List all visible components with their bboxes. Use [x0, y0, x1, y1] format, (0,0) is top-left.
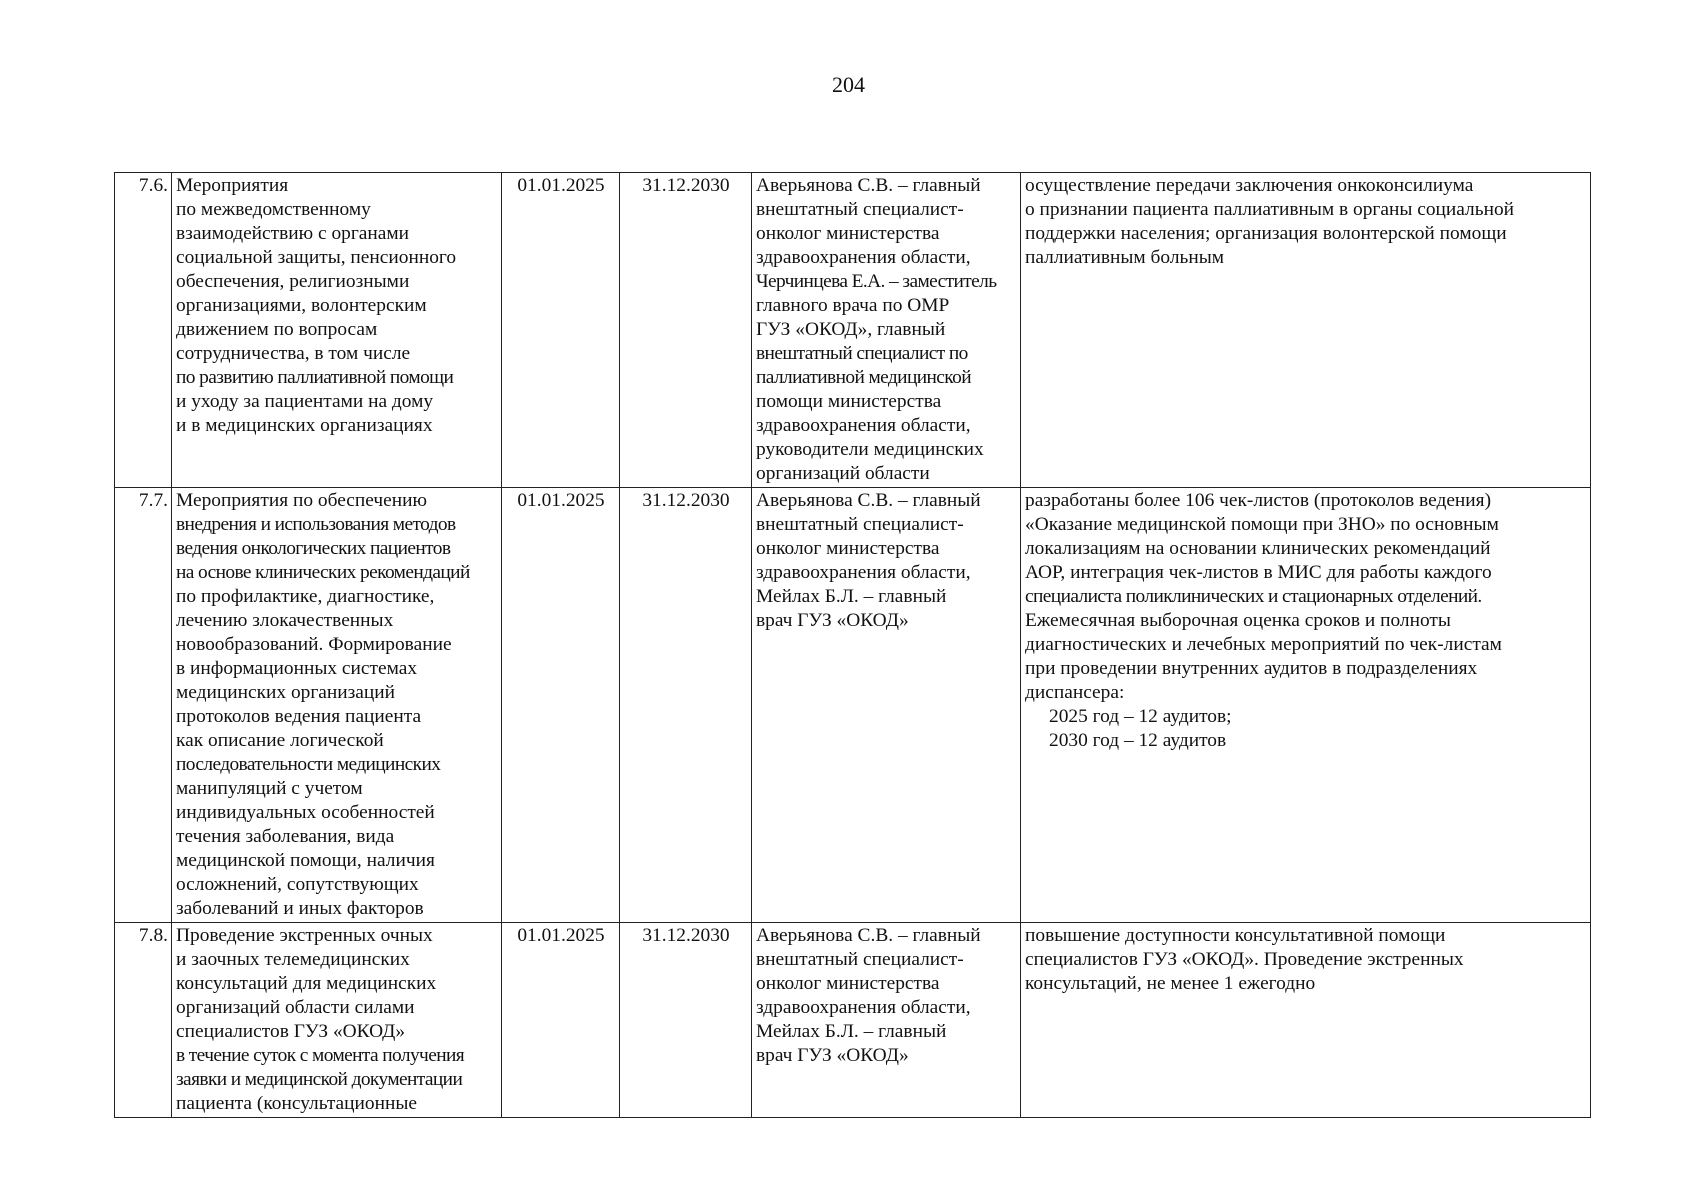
text-line: диагностических и лечебных мероприятий по чек-листам: [1025, 634, 1502, 655]
text-line: Черчинцева Е.А. – заместитель: [756, 271, 997, 292]
text-line: в течение суток с момента получения: [176, 1045, 465, 1066]
start-date: 01.01.2025: [502, 488, 620, 923]
audit-list-item: 2025 год – 12 аудитов;: [1049, 706, 1232, 727]
page-number: 204: [832, 72, 865, 97]
text-line: онколог министерства: [756, 973, 940, 994]
text-line: и заочных телемедицинских: [176, 949, 410, 970]
text-line: по развитию паллиативной помощи: [176, 367, 454, 388]
text-line: Мейлах Б.Л. – главный: [756, 586, 947, 607]
text-line: обеспечения, религиозными: [176, 271, 410, 292]
text-line: здравоохранения области,: [756, 247, 971, 268]
text-line: здравоохранения области,: [756, 562, 971, 583]
text-line: манипуляций с учетом: [176, 778, 363, 799]
text-line: внештатный специалист-: [756, 514, 964, 535]
start-date: 01.01.2025: [502, 923, 620, 1118]
text-line: и уходу за пациентами на дому: [176, 391, 434, 412]
text-line: лечению злокачественных: [176, 610, 394, 631]
text-line: ведения онкологических пациентов: [176, 538, 451, 559]
text-line: повышение доступности консультативной помощи: [1025, 925, 1446, 946]
text-line: осложнений, сопутствующих: [176, 874, 419, 895]
text-line: поддержки населения; организация волонтерской помощи: [1025, 223, 1507, 244]
text-line: индивидуальных особенностей: [176, 802, 435, 823]
text-line: главного врача по ОМР: [756, 295, 950, 316]
text-line: внештатный специалист по: [756, 343, 968, 364]
activity-cell: [172, 488, 502, 923]
row-number: 7.8.: [115, 923, 172, 1118]
end-date: 31.12.2030: [620, 173, 752, 488]
text-line: медицинских организаций: [176, 682, 396, 703]
responsible-cell: [752, 923, 1021, 1118]
text-line: в информационных системах: [176, 658, 418, 679]
text-line: руководители медицинских: [756, 439, 984, 460]
result-cell: [1021, 923, 1591, 1118]
text-line: новообразований. Формирование: [176, 634, 452, 655]
start-date: 01.01.2025: [502, 173, 620, 488]
text-line: социальной защиты, пенсионного: [176, 247, 457, 268]
text-line: консультаций для медицинских: [176, 973, 437, 994]
text-line: локализациям на основании клинических рекомендаций: [1025, 538, 1491, 559]
text-line: помощи министерства: [756, 391, 942, 412]
text-line: при проведении внутренних аудитов в подразделениях: [1025, 658, 1478, 679]
text-line: протоколов ведения пациента: [176, 706, 422, 727]
row-number: 7.7.: [115, 488, 172, 923]
text-line: сотрудничества, в том числе: [176, 343, 411, 364]
activity-cell: [172, 923, 502, 1118]
text-line: паллиативным больным: [1025, 247, 1225, 268]
text-line: пациента (консультационные: [176, 1093, 417, 1114]
text-line: по межведомственному: [176, 199, 371, 220]
text-line: ГУЗ «ОКОД», главный: [756, 319, 946, 340]
text-line: специалиста поликлинических и стационарных отделений.: [1025, 586, 1482, 607]
text-line: последовательности медицинских: [176, 754, 441, 775]
text-line: разработаны более 106 чек-листов (протоколов ведения): [1025, 490, 1492, 511]
text-line: врач ГУЗ «ОКОД»: [756, 1045, 909, 1066]
activity-cell: [172, 173, 502, 488]
text-line: организаций области силами: [176, 997, 415, 1018]
table-row: [115, 488, 1591, 923]
result-cell: [1021, 173, 1591, 488]
text-line: специалистов ГУЗ «ОКОД». Проведение экстренных: [1025, 949, 1464, 970]
text-line: Мейлах Б.Л. – главный: [756, 1021, 947, 1042]
text-line: специалистов ГУЗ «ОКОД»: [176, 1021, 406, 1042]
text-line: Ежемесячная выборочная оценка сроков и полноты: [1025, 610, 1451, 631]
responsible-cell: [752, 488, 1021, 923]
text-line: онколог министерства: [756, 538, 940, 559]
text-line: Проведение экстренных очных: [176, 925, 433, 946]
row-number: 7.6.: [115, 173, 172, 488]
text-line: паллиативной медицинской: [756, 367, 972, 388]
audit-list-item: 2030 год – 12 аудитов: [1049, 730, 1227, 751]
text-line: внештатный специалист-: [756, 949, 964, 970]
text-line: Мероприятия: [176, 175, 289, 196]
table-row: [115, 173, 1591, 488]
text-line: медицинской помощи, наличия: [176, 850, 435, 871]
text-line: Мероприятия по обеспечению: [176, 490, 427, 511]
text-line: взаимодействию с органами: [176, 223, 410, 244]
table-row: [115, 923, 1591, 1118]
text-line: АОР, интеграция чек-листов в МИС для работы каждого: [1025, 562, 1492, 583]
text-line: организациями, волонтерским: [176, 295, 427, 316]
text-line: течения заболевания, вида: [176, 826, 395, 847]
text-line: движением по вопросам: [176, 319, 378, 340]
activities-table: [114, 172, 1591, 1118]
text-line: на основе клинических рекомендаций: [176, 562, 470, 583]
text-line: о признании пациента паллиативным в органы социальной: [1025, 199, 1515, 220]
text-line: организаций области: [756, 463, 930, 484]
text-line: консультаций, не менее 1 ежегодно: [1025, 973, 1316, 994]
end-date: 31.12.2030: [620, 488, 752, 923]
text-line: «Оказание медицинской помощи при ЗНО» по основным: [1025, 514, 1499, 535]
end-date: 31.12.2030: [620, 923, 752, 1118]
text-line: Аверьянова С.В. – главный: [756, 175, 981, 196]
text-line: осуществление передачи заключения онкоконсилиума: [1025, 175, 1474, 196]
text-line: врач ГУЗ «ОКОД»: [756, 610, 909, 631]
text-line: заболеваний и иных факторов: [176, 898, 424, 919]
text-line: Аверьянова С.В. – главный: [756, 490, 981, 511]
responsible-cell: [752, 173, 1021, 488]
text-line: онколог министерства: [756, 223, 940, 244]
text-line: диспансера:: [1025, 682, 1125, 703]
text-line: и в медицинских организациях: [176, 415, 433, 436]
text-line: здравоохранения области,: [756, 997, 971, 1018]
result-cell: [1021, 488, 1591, 923]
text-line: как описание логической: [176, 730, 384, 751]
text-line: внедрения и использования методов: [176, 514, 456, 535]
text-line: здравоохранения области,: [756, 415, 971, 436]
text-line: Аверьянова С.В. – главный: [756, 925, 981, 946]
text-line: по профилактике, диагностике,: [176, 586, 435, 607]
text-line: заявки и медицинской документации: [176, 1069, 463, 1090]
text-line: внештатный специалист-: [756, 199, 964, 220]
